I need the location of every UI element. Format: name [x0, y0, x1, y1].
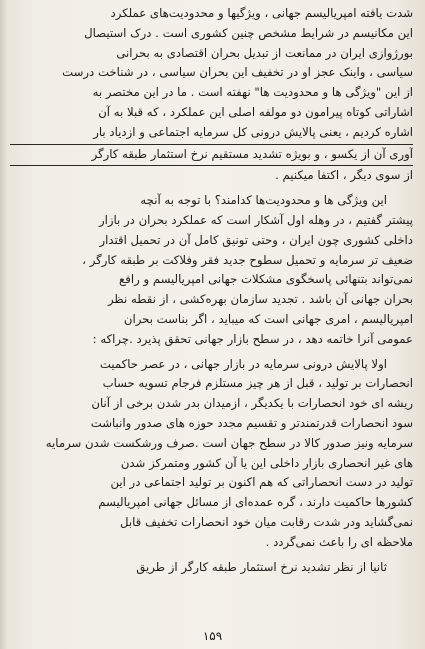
paragraph-3 [10, 355, 413, 553]
text-line-underlined: اشاره کردیم ، یعنی پالایش درونی کل سرمایه اجتماعی و ازدیاد بار [10, 123, 413, 145]
text-line: نمی‌تواند بتنهائی پاسخگوی مشکلات جهانی امپریالیسم و رافع [119, 272, 413, 287]
text-line: این مکانیسم در شرایط مشخص چنین کشوری است . درک استیصال [84, 25, 413, 40]
text-line: انحصارات بر تولید ، قبل از هر چیز مستلزم فرجام تسویه حساب [102, 376, 413, 391]
text-line: سیاسی ، واینک عجز او در تخفیف این بحران سیاسی ، در شناخت درست [62, 65, 413, 80]
text-line: بورژوازی ایران در ممانعت از تبدیل بحران اقتصادی به بحرانی [116, 45, 413, 60]
text-line-underlined: آوری آن از یکسو ، و بویژه تشدید مستقیم نرخ استثمار طبقه کارگر [10, 145, 413, 167]
text-line: ملاحظه ای را باعث نمی‌گردد . [265, 534, 413, 549]
text-line: امپریالیسم ، امری جهانی است که میباید ، اگر بناست بحران [123, 311, 413, 326]
text-line: داخلی کشوری چون ایران ، وحتی تونیق کامل آن در تحمیل اقتدار [99, 232, 413, 247]
paragraph-2 [10, 191, 413, 349]
text-line: اشاراتی کوتاه پیرامون دو مولفه اصلی این عملکرد ، که قبلا به آن [98, 104, 413, 119]
text-line: از سوی دیگر ، اکتفا میکنیم . [275, 168, 413, 183]
page-number: ۱۵۹ [202, 629, 223, 643]
text-line: ضعیف تر سرمایه و تحمیل سطوح جدید فقر وفلاکت بر طبقه کارگر ، [82, 252, 413, 267]
paragraph-4 [10, 558, 413, 578]
text-line: کشورها حاکمیت دارند ، گره عمده‌ای از مسائل جهانی امپریالیسم [98, 495, 413, 510]
text-line: بحران جهانی آن باشد . تجدید سازمان بهره‌کشی ، از نقطه نظر [107, 292, 413, 307]
text-line: ریشه ای خود انحصارات با یکدیگر ، ازمیدان بدر شدن برخی از آنان [91, 396, 413, 411]
body-text [10, 4, 413, 582]
text-line: اولا پالایش درونی سرمایه در بازار جهانی ، در عصر حاکمیت [99, 356, 387, 371]
text-line: از این "ویژگی ها و محدودیت ها" نهفته است . ما در این مختصر به [92, 85, 413, 100]
text-line: این ویژگی ها و محدودیت‌ها کدامند؟ با توجه به آنچه [140, 193, 387, 208]
page-gutter-shadow [0, 0, 7, 649]
text-line: های غیر انحصاری بازار داخلی این یا آن کشور ومتمرکز شدن [120, 455, 413, 470]
text-line: پیشتر گفتیم ، در وهله اول آشکار است که عملکرد بحران در بازار [98, 212, 413, 227]
paragraph-1 [10, 4, 413, 186]
text-line: تولید در دست انحصاراتی که هم اکنون بر تولید اجتماعی در این [110, 475, 413, 490]
text-line: سود انحصارات قدرتمندتر و تقسیم مجدد حوزه های صدور وانباشت [90, 415, 413, 430]
text-line: عمومی آنرا خاتمه دهد ، در سطح بازار جهانی تحقق پذیرد .چراکه : [92, 331, 413, 346]
text-line: نمی‌گشاید ودر شدت رقابت میان خود انحصارات تخفیف قابل [120, 514, 413, 529]
text-line: ثانیا از نظر تشدید نرخ استثمار طبقه کارگر از طریق [136, 559, 387, 574]
text-line: سرمایه ونیز صدور کالا در سطح جهان است .صرف ورشکست شدن سرمایه [45, 435, 413, 450]
text-line: شدت یافته امپریالیسم جهانی ، ویژگیها و محدودیت‌های عملکرد [110, 6, 413, 20]
